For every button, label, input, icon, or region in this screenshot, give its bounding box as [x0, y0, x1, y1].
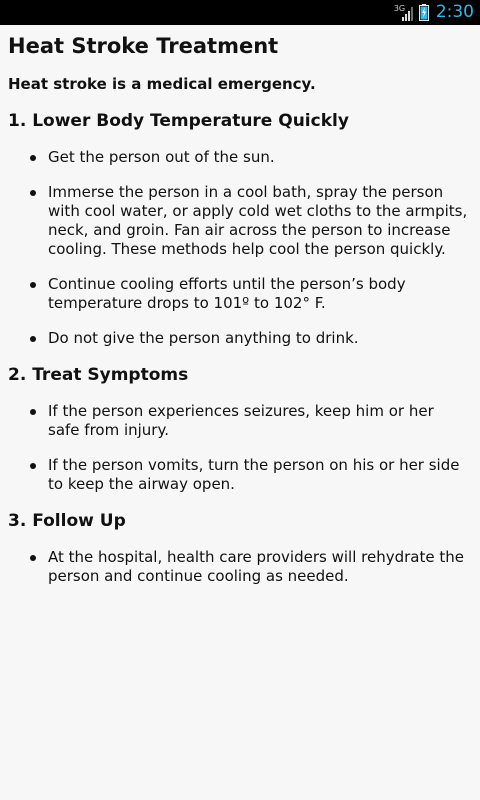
bullet-icon — [30, 409, 36, 415]
list-item-text: If the person experiences seizures, keep him or her safe from injury. — [48, 402, 434, 439]
status-icons — [393, 0, 474, 25]
list-item-text: Immerse the person in a cool bath, spray the person with cool water, or apply cold wet cloths to the armpits, neck, and groin. Fan air across the person to increase cooling. These methods help cool the person quickly. — [48, 183, 468, 258]
section-heading-treat-symptoms: 2. Treat Symptoms — [8, 365, 189, 385]
list-item-text: Continue cooling efforts until the person’s body temperature drops to 101º to 102° F. — [48, 275, 406, 312]
signal-icon — [393, 3, 414, 23]
list-item — [28, 148, 472, 167]
intro-text: Heat stroke is a medical emergency. — [8, 75, 316, 93]
bullet-icon — [30, 336, 36, 342]
section-3-list — [8, 548, 472, 586]
list-item — [28, 548, 472, 586]
section-heading-follow-up: 3. Follow Up — [8, 511, 126, 531]
battery-charging-icon — [419, 4, 429, 21]
bullet-icon — [30, 555, 36, 561]
status-clock: 2:30 — [435, 2, 474, 22]
list-item-text: Get the person out of the sun. — [48, 148, 275, 166]
list-item — [28, 275, 472, 313]
list-item — [28, 456, 472, 494]
article-content — [0, 25, 480, 586]
page-title: Heat Stroke Treatment — [8, 34, 279, 58]
bullet-icon — [30, 282, 36, 288]
section-1-list — [8, 148, 472, 348]
list-item — [28, 329, 472, 348]
section-2-list — [8, 402, 472, 494]
list-item — [28, 183, 472, 259]
network-type-label: 3G — [393, 3, 406, 13]
list-item — [28, 402, 472, 440]
status-bar — [0, 0, 480, 25]
list-item-text: At the hospital, health care providers will rehydrate the person and continue cooling as needed. — [48, 548, 464, 585]
list-item-text: Do not give the person anything to drink. — [48, 329, 359, 347]
list-item-text: If the person vomits, turn the person on his or her side to keep the airway open. — [48, 456, 460, 493]
section-heading-lower-body-temperature: 1. Lower Body Temperature Quickly — [8, 111, 349, 131]
bullet-icon — [30, 190, 36, 196]
bullet-icon — [30, 155, 36, 161]
bullet-icon — [30, 463, 36, 469]
